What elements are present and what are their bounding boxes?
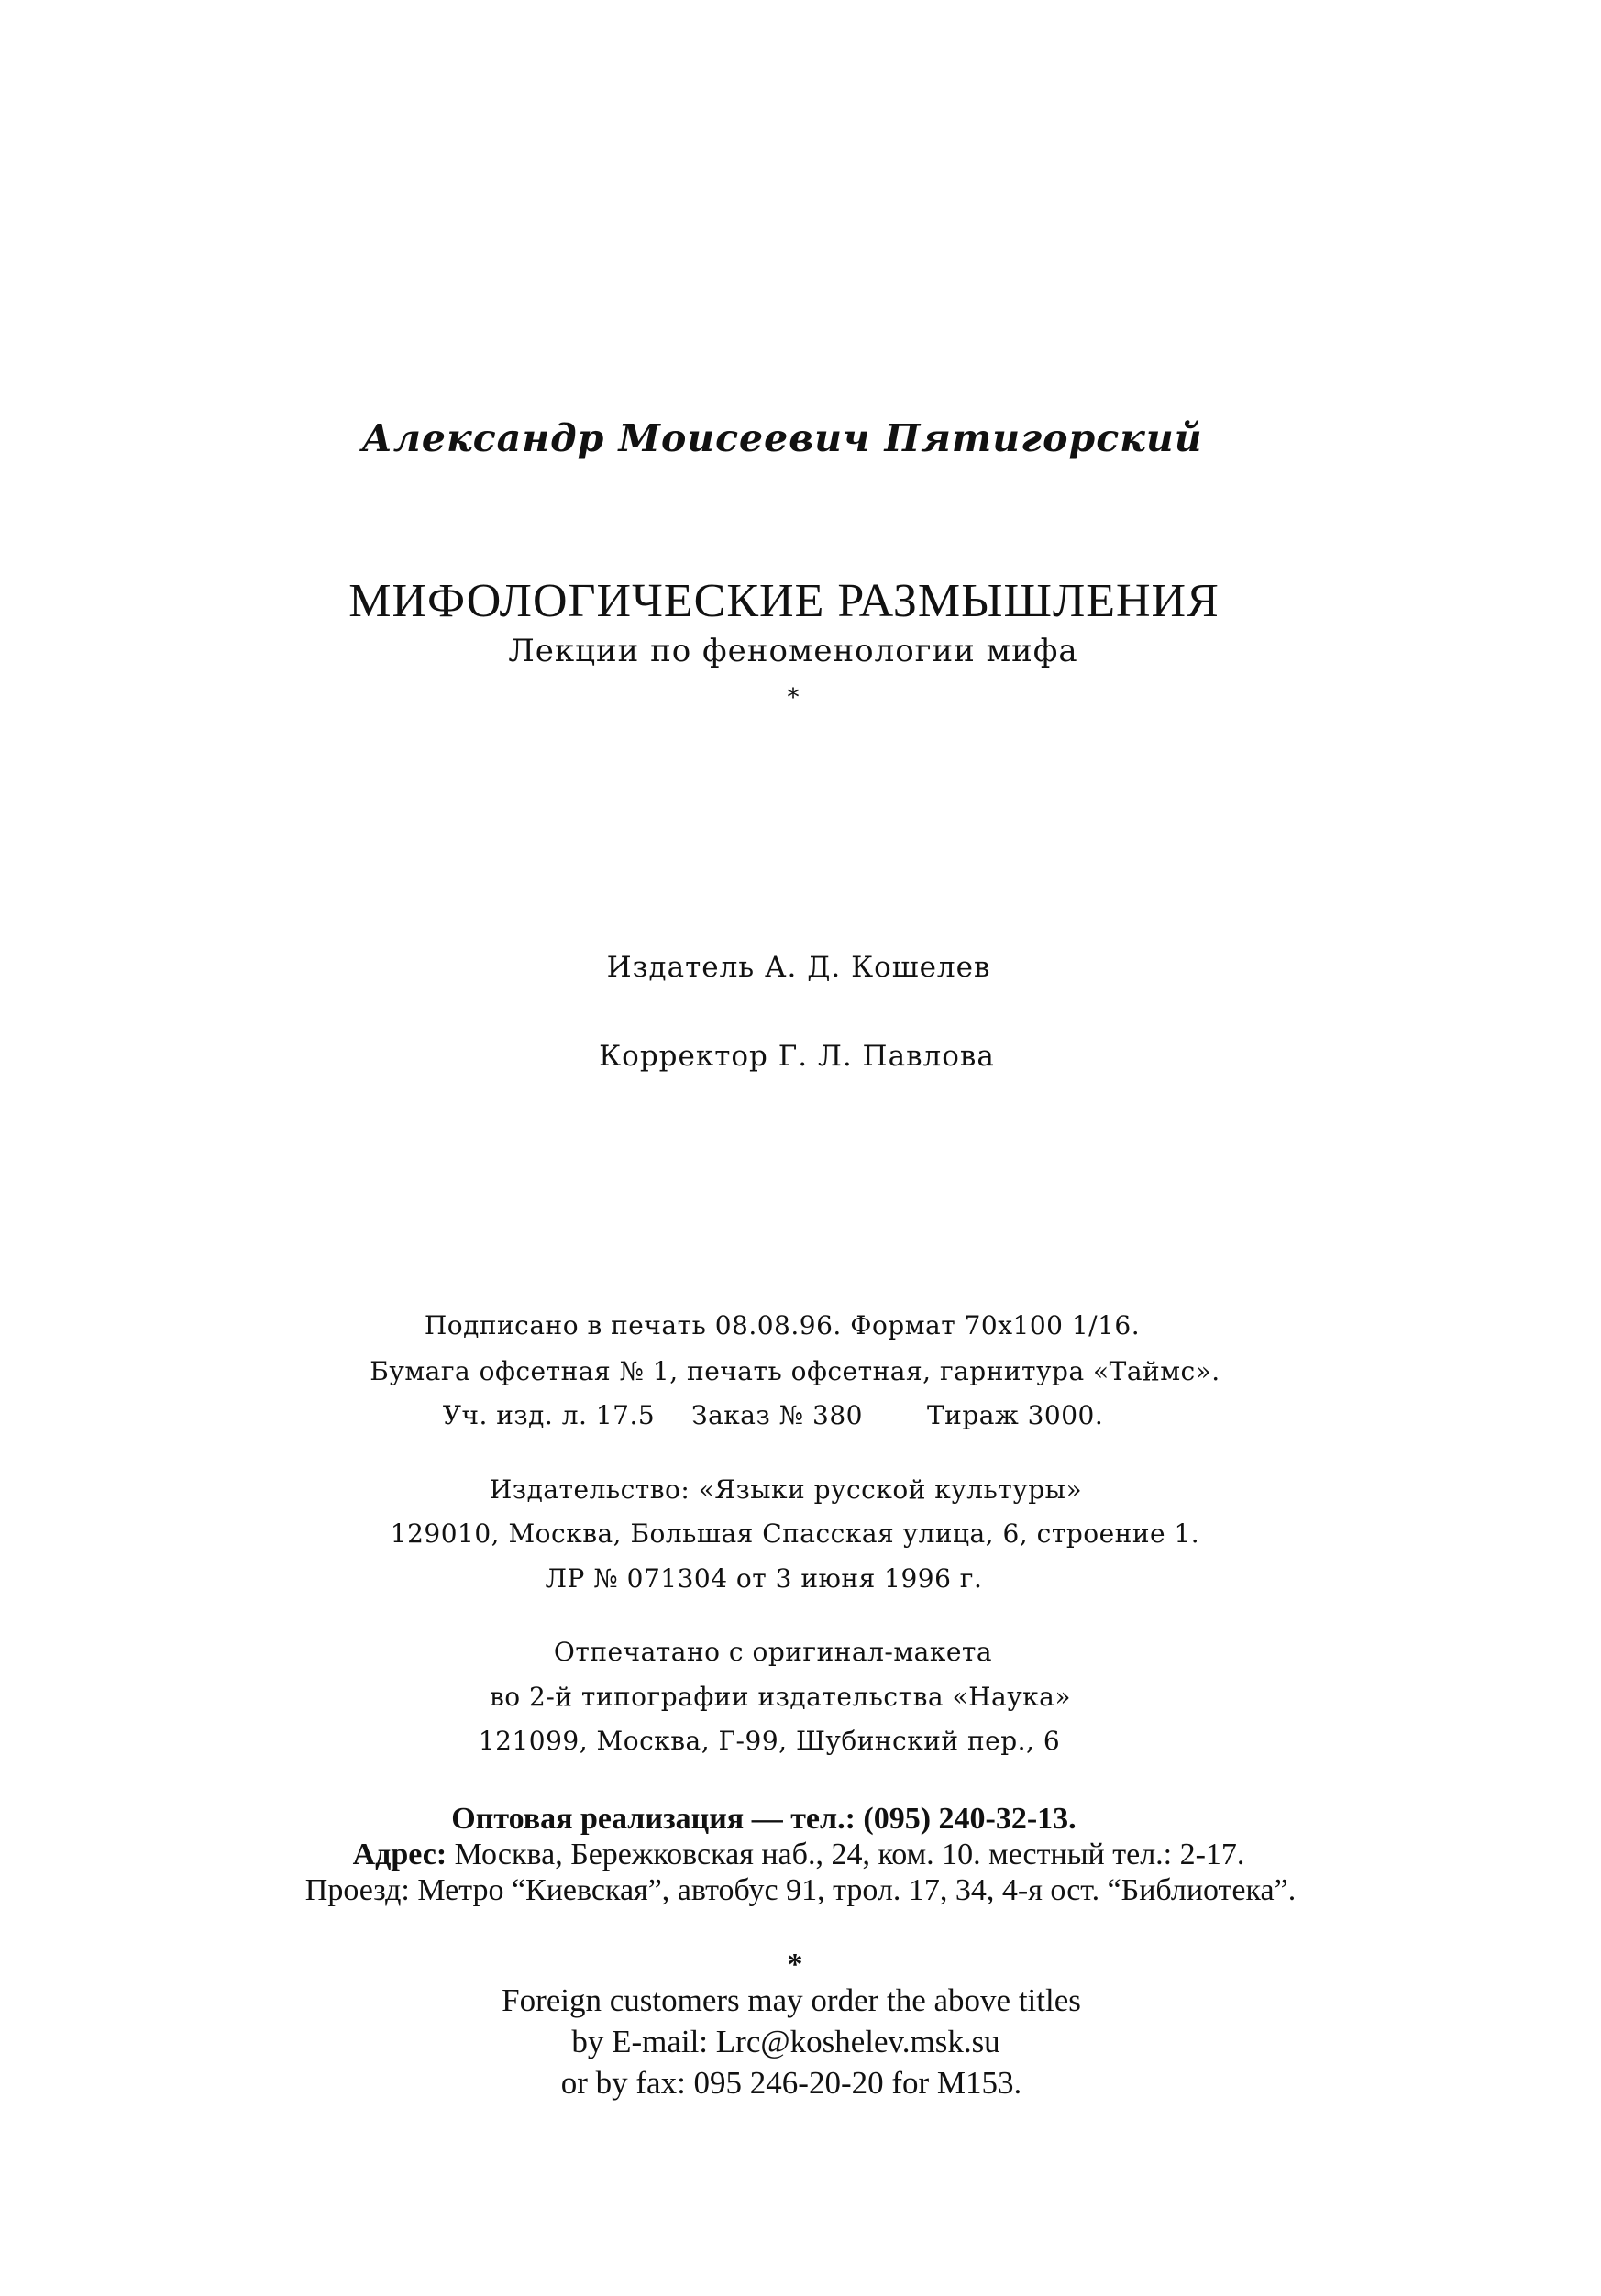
printing-house-line: во 2-й типографии издательства «Наука»: [490, 1682, 1071, 1712]
sales-address-line: [0, 1839, 1599, 1871]
corrector-line: Корректор Г. Л. Павлова: [599, 1040, 995, 1073]
separator-star-1: *: [787, 684, 800, 712]
separator-star-2: *: [787, 1948, 803, 1981]
book-subtitle: Лекции по феноменологии мифа: [508, 633, 1078, 669]
publishing-sheets: Уч. изд. л. 17.5: [442, 1400, 656, 1430]
license-line: ЛР № 071304 от 3 июня 1996 г.: [545, 1563, 983, 1594]
address-label: Адрес:: [352, 1838, 447, 1871]
sheets-order-run-line: [0, 1400, 1573, 1430]
paper-line: Бумага офсетная № 1, печать офсетная, гарнитура «Таймс».: [370, 1356, 1220, 1386]
author-name: Александр Моисеевич Пятигорский: [361, 416, 1203, 460]
printing-house-address: 121099, Москва, Г-99, Шубинский пер., 6: [478, 1726, 1061, 1756]
book-title: МИФОЛОГИЧЕСКИЕ РАЗМЫШЛЕНИЯ: [348, 575, 1220, 627]
address-text: Москва, Бережковская наб., 24, ком. 10. местный тел.: 2-17.: [454, 1838, 1245, 1871]
print-run: Тираж 3000.: [927, 1400, 1104, 1430]
signed-to-print-line: Подписано в печать 08.08.96. Формат 70x100 1/16.: [424, 1310, 1141, 1341]
foreign-fax-line: or by fax: 095 246-20-20 for M153.: [560, 2065, 1022, 2101]
foreign-email-line: by E-mail: Lrc@koshelev.msk.su: [571, 2024, 1000, 2059]
publisher-line: Издатель А. Д. Кошелев: [606, 951, 991, 984]
foreign-customers-line: Foreign customers may order the above titles: [502, 1982, 1081, 2018]
order-number: Заказ № 380: [691, 1400, 863, 1430]
publishing-house-name: Издательство: «Языки русской культуры»: [489, 1474, 1083, 1505]
directions-line: Проезд: Метро “Киевская”, автобус 91, трол. 17, 34, 4-я ост. “Библиотека”.: [304, 1873, 1297, 1907]
publishing-house-address: 129010, Москва, Большая Спасская улица, 6, строение 1.: [390, 1518, 1200, 1549]
wholesale-phone-line: Оптовая реализация — тел.: (095) 240-32-13.: [451, 1802, 1077, 1836]
printed-from-line: Отпечатано с оригинал-макета: [553, 1637, 993, 1667]
